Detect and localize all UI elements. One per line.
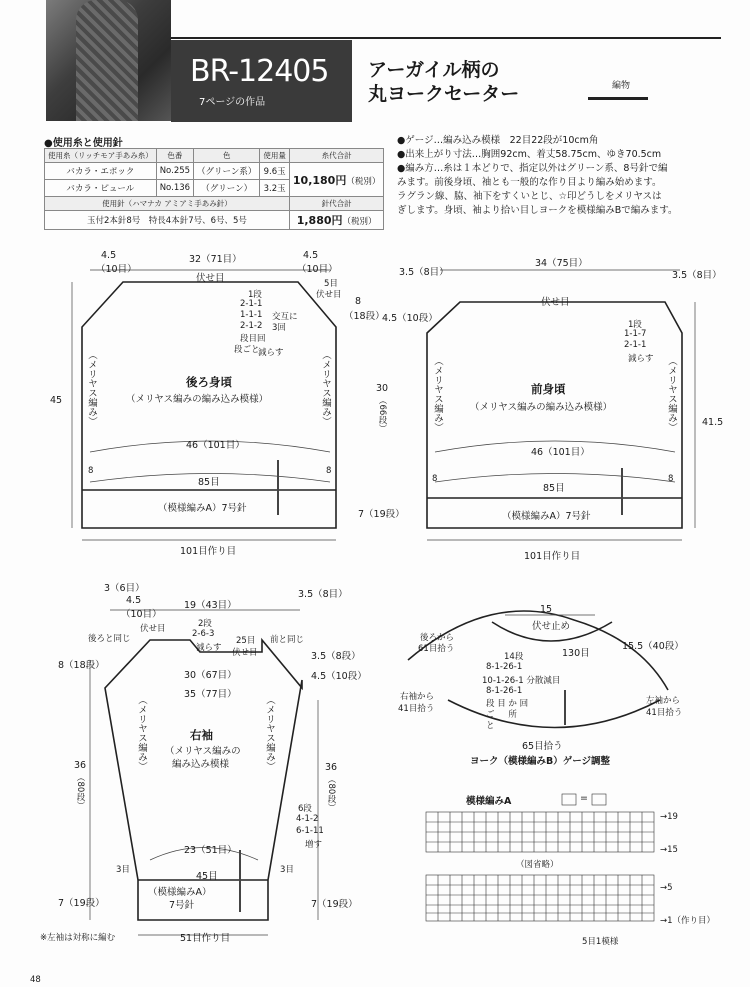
- sleeve-note: ※左袖は対称に編む: [40, 933, 116, 943]
- front-top-mid: 34（75目）: [535, 258, 588, 269]
- col-color: 色: [194, 149, 260, 163]
- sleeve-sub1: （メリヤス編みの: [165, 746, 241, 757]
- front-dec-4: 減らす: [628, 354, 654, 364]
- sleeve-len-l-rows: （80段）: [75, 773, 85, 810]
- yoke-dec-7: と: [486, 721, 495, 731]
- sleeve-same-back: 後ろと同じ: [88, 634, 131, 644]
- front-hem-height: 7（19段）: [358, 509, 405, 520]
- sleeve-side-right: （メリヤス編み）: [264, 695, 275, 771]
- title-line-1: アーガイル柄の: [368, 59, 500, 81]
- back-raglan-6: 交互に: [272, 312, 298, 322]
- sleeve-inc-4: 増す: [305, 840, 323, 850]
- page-reference: 7ページの作品: [199, 97, 266, 108]
- back-depth: 8: [355, 296, 362, 307]
- back-raglan-9: 減らす: [258, 348, 284, 358]
- back-right-fuse: 伏せ目: [316, 290, 342, 300]
- sleeve-top-b: 4.5: [126, 595, 142, 606]
- sleeve-dec-3: 減らす: [196, 643, 222, 653]
- size-text: ●出来上がり寸法…胸囲92cm、着丈58.75cm、ゆき70.5cm: [397, 149, 662, 160]
- col-color-no: 色番: [156, 149, 193, 163]
- back-side-8-l: 8: [88, 466, 94, 476]
- sleeve-same-front: 前と同じ: [270, 635, 305, 645]
- needles: 玉付2本針8号 特長4本針7号、6号、5号: [45, 211, 290, 230]
- pattern-title: 模様編みA: [466, 796, 512, 807]
- yoke-fuse: 伏せ止め: [532, 621, 571, 632]
- front-bind-off: 伏せ目: [541, 297, 570, 308]
- tax-note: （税別）: [346, 176, 381, 187]
- back-top-mid: 32（71目）: [189, 254, 242, 265]
- sleeve-right-rows: 3.5（8段）: [311, 651, 361, 662]
- yoke-dec-5: 段 目 か 回: [486, 699, 529, 709]
- yarn-qty: 3.2玉: [260, 180, 290, 197]
- sleeve-cast-on: 51目作り目: [180, 933, 231, 944]
- sleeve-sub2: 編み込み模様: [172, 759, 230, 770]
- front-cast-on: 101目作り目: [524, 551, 581, 562]
- gauge-text: ●ゲージ…編み込み模様 22目22段が10cm角: [397, 135, 599, 146]
- back-top-left: 4.5: [101, 250, 117, 261]
- yoke-bottom: 65目拾う: [522, 741, 563, 752]
- yoke-st-130: 130目: [562, 648, 590, 659]
- front-name: 前身頃: [531, 382, 566, 396]
- sleeve-top-a: 3（6目）: [104, 583, 145, 594]
- pattern-legend-eq: =: [580, 793, 588, 804]
- yarn-total: 10,180円: [292, 173, 347, 187]
- sleeve-dec-1: 2段: [198, 619, 212, 629]
- yoke-left-sleeve2: 41目拾う: [398, 704, 435, 714]
- back-cast-on: 101目作り目: [180, 546, 237, 557]
- sleeve-st-3l: 3目: [116, 865, 130, 875]
- tax-note: （税別）: [342, 217, 377, 227]
- sleeve-name: 右袖: [190, 728, 213, 742]
- back-raglan-8: 段ごと: [234, 345, 260, 355]
- yoke-left-sleeve: 右袖から: [400, 692, 435, 702]
- sleeve-w35: 35（77目）: [184, 689, 237, 700]
- front-dec-3: 2-1-1: [624, 340, 647, 350]
- sleeve-top-b-st: （10目）: [121, 609, 162, 620]
- front-dec-1: 1段: [628, 320, 642, 330]
- front-side-left: （メリヤス編み）: [432, 356, 443, 432]
- back-bind-off: 伏せ目: [196, 273, 225, 284]
- sleeve-fuse-right: 25目: [236, 636, 256, 646]
- pattern-row-19: →19: [660, 812, 678, 822]
- pattern-repeat: 5目1模様: [582, 937, 619, 947]
- front-height-l-rows: （66段）: [377, 396, 387, 433]
- sleeve-right-rows2: 4.5（10段）: [311, 671, 367, 682]
- sleeve-st-3r: 3目: [280, 865, 294, 875]
- sleeve-len-r-rows: （80段）: [326, 775, 336, 812]
- col-yarn: 使用糸（リッチモア手あみ糸）: [45, 149, 157, 163]
- needle-total: 1,880円: [296, 214, 343, 227]
- back-top-right: 4.5: [303, 250, 319, 261]
- back-name: 後ろ身頃: [186, 375, 232, 389]
- sleeve-inc-3: 6-1-11: [296, 826, 324, 836]
- front-neck-left: 4.5（10段）: [382, 313, 438, 324]
- back-height: 45: [50, 395, 63, 406]
- yoke-dec-2: 8-1-26-1: [486, 662, 523, 672]
- back-raglan-4: 2-1-2: [240, 321, 263, 331]
- front-height-r: 41.5: [702, 417, 724, 428]
- sleeve-hem-r: 7（19段）: [311, 899, 358, 910]
- method-text-2: みます。前後身頃、袖とも一般的な作り目より編み始めます。: [397, 177, 662, 188]
- sleeve-hem2: 7号針: [169, 900, 195, 911]
- back-raglan-7: 3回: [272, 323, 286, 333]
- yoke-right-sleeve: 左袖から: [646, 696, 681, 706]
- sleeve-left-rows: 8（18段）: [58, 660, 105, 671]
- back-top-right-st: （10目）: [297, 264, 338, 275]
- front-sub: （メリヤス編みの編み込み模様）: [470, 402, 613, 413]
- sleeve-hem-l: 7（19段）: [58, 898, 105, 909]
- method-text-4: ぎします。身頃、袖より拾い目しヨークを模様編みBで編みます。: [397, 205, 678, 216]
- front-mid-width: 46（101目）: [531, 447, 590, 458]
- back-st-85: 85目: [198, 477, 220, 488]
- front-side-right: （メリヤス編み）: [666, 356, 677, 432]
- pattern-omit: （図省略）: [516, 860, 559, 870]
- pattern-code: BR-12405: [190, 54, 329, 89]
- yoke-dec-6: ご 所: [486, 710, 517, 720]
- title-line-2: 丸ヨークセーター: [368, 83, 520, 105]
- yarn-name: バカラ・ピュール: [45, 180, 157, 197]
- materials-heading: ●使用糸と使用針: [44, 138, 123, 149]
- front-top-left: 3.5（8目）: [399, 267, 449, 278]
- col-total: 糸代合計: [289, 149, 383, 163]
- sleeve-fuse-left: 伏せ目: [140, 624, 166, 634]
- yarn-name: バカラ・エポック: [45, 163, 157, 180]
- sleeve-top-mid: 19（43目）: [184, 600, 237, 611]
- front-top-right: 3.5（8目）: [672, 270, 722, 281]
- back-mid-width: 46（101目）: [186, 440, 245, 451]
- pattern-row-15: →15: [660, 845, 678, 855]
- sleeve-w23: 23（51目）: [184, 845, 237, 856]
- front-hem: （模様編みA）7号針: [502, 511, 591, 522]
- yarn-color: （グリーン系）: [194, 163, 260, 180]
- front-height-l: 30: [376, 383, 389, 394]
- back-raglan-1: 1段: [248, 290, 262, 300]
- yoke-right-size: 15.5（40段）: [622, 641, 684, 652]
- back-raglan-5: 段目回: [240, 334, 266, 344]
- yoke-top: 15: [540, 604, 553, 615]
- back-side-right: （メリヤス編み）: [320, 350, 331, 426]
- sleeve-dec-2: 2-6-3: [192, 629, 215, 639]
- pattern-row-1: →1（作り目）: [660, 916, 716, 926]
- method-text-1: ●編み方…糸は１本どりで、指定以外はグリーン系、8号針で編: [397, 163, 668, 174]
- sleeve-side-left: （メリヤス編み）: [136, 695, 147, 771]
- logo-text: 編物: [612, 81, 631, 91]
- yoke-dec-4: 8-1-26-1: [486, 686, 523, 696]
- sleeve-inc-1: 6段: [298, 804, 312, 814]
- back-top-left-st: （10目）: [96, 264, 137, 275]
- yoke-right-sleeve2: 41目拾う: [646, 708, 683, 718]
- yoke-left-pick2: 61目拾う: [418, 644, 455, 654]
- needle-total-header: 針代合計: [289, 197, 383, 211]
- front-st-85: 85目: [543, 483, 565, 494]
- front-side-8-l: 8: [432, 474, 438, 484]
- yoke-left-pick: 後ろから: [420, 633, 455, 643]
- sleeve-w30: 30（67目）: [184, 670, 237, 681]
- yarn-no: No.255: [156, 163, 193, 180]
- yoke-dec-1: 14段: [504, 652, 524, 662]
- sleeve-len-r: 36: [325, 762, 338, 773]
- back-right-5: 5目: [324, 279, 338, 289]
- yoke-bottom: [448, 700, 660, 728]
- front-dec-2: 1-1-7: [624, 329, 647, 339]
- back-hem: （模様編みA）7号針: [158, 503, 247, 514]
- sleeve-top-right: 3.5（8目）: [298, 589, 348, 600]
- yarn-no: No.136: [156, 180, 193, 197]
- back-raglan-2: 2-1-1: [240, 299, 263, 309]
- back-side-left: （メリヤス編み）: [86, 350, 97, 426]
- back-raglan-3: 1-1-1: [240, 310, 263, 320]
- sleeve-fuse-right-b: 伏せ目: [232, 648, 258, 658]
- sleeve-st-45: 45目: [196, 871, 218, 882]
- yarn-color: （グリーン）: [194, 180, 260, 197]
- needle-header: 使用針（ハマナカ アミアミ手あみ針）: [45, 197, 290, 211]
- page-number: 48: [30, 975, 41, 985]
- yarn-qty: 9.6玉: [260, 163, 290, 180]
- back-side-8-r: 8: [326, 466, 332, 476]
- yoke-name: ヨーク（模様編みB）ゲージ調整: [470, 756, 611, 767]
- method-text-3: ラグラン線、脇、袖下をすくいとじ、☆印どうしをメリヤスは: [397, 191, 662, 202]
- sleeve-hem1: （模様編みA）: [148, 887, 212, 898]
- back-depth-rows: （18段）: [344, 311, 385, 322]
- sleeve-inc-2: 4-1-2: [296, 814, 319, 824]
- col-qty: 使用量: [260, 149, 290, 163]
- sleeve-len-l: 36: [74, 760, 87, 771]
- yoke-dec-3: 10-1-26-1 分散減目: [482, 676, 561, 686]
- pattern-row-5: →5: [660, 883, 673, 893]
- front-side-8-r: 8: [668, 474, 674, 484]
- back-sub: （メリヤス編みの編み込み模様）: [126, 394, 269, 405]
